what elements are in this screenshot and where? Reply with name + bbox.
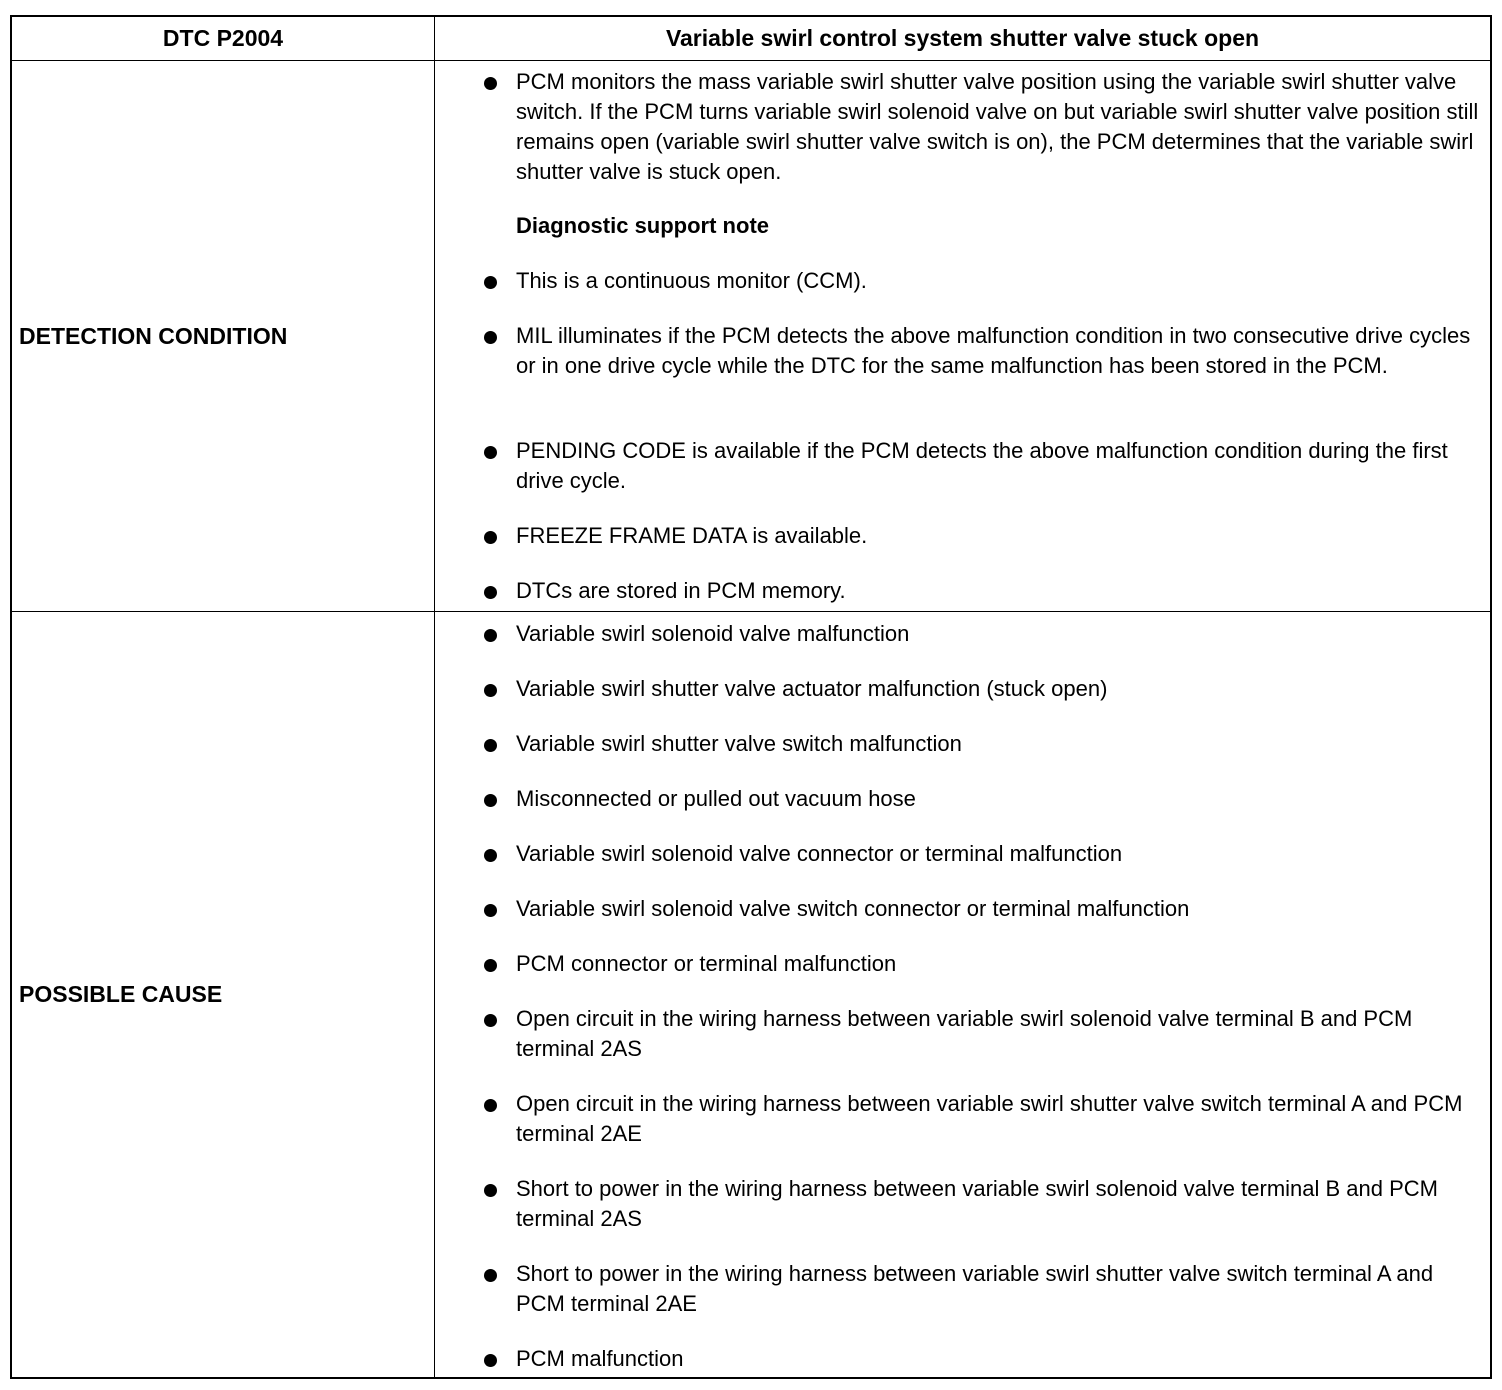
bullet-icon: [484, 586, 497, 599]
bullet-icon: [484, 904, 497, 917]
note-text: MIL illuminates if the PCM detects the above malfunction condition in two consecutive drive cycles or in one drive cycle while the DTC for the same malfunction has been stored in the PCM.: [516, 323, 1471, 378]
bullet-icon: [484, 849, 497, 862]
possible-cause-label: POSSIBLE CAUSE: [12, 612, 435, 1377]
cause-text: Variable swirl shutter valve switch malfunction: [516, 731, 962, 756]
detection-condition-label: DETECTION CONDITION: [12, 61, 435, 611]
cause-text: Open circuit in the wiring harness between variable swirl shutter valve switch terminal A and PCM terminal 2AE: [516, 1091, 1463, 1146]
cause-text: Variable swirl solenoid valve connector or terminal malfunction: [516, 841, 1123, 866]
cause-text: Short to power in the wiring harness between variable swirl solenoid valve terminal B and PCM terminal 2AS: [516, 1176, 1439, 1231]
bullet-icon: [484, 1099, 497, 1112]
note-text: This is a continuous monitor (CCM).: [516, 268, 867, 293]
possible-cause-row: [12, 612, 1490, 1377]
cause-text: Variable swirl solenoid valve switch connector or terminal malfunction: [516, 896, 1190, 921]
detection-condition-row: [12, 61, 1490, 612]
cause-text: Short to power in the wiring harness between variable swirl shutter valve switch terminal A and PCM terminal 2AE: [516, 1261, 1434, 1316]
cause-text: PCM connector or terminal malfunction: [516, 951, 897, 976]
bullet-icon: [484, 1014, 497, 1027]
bullet-icon: [484, 1184, 497, 1197]
bullet-icon: [484, 794, 497, 807]
bullet-icon: [484, 1354, 497, 1367]
bullet-icon: [484, 629, 497, 642]
bullet-icon: [484, 531, 497, 544]
bullet-icon: [484, 1269, 497, 1282]
cause-text: Misconnected or pulled out vacuum hose: [516, 786, 916, 811]
diagnostic-support-note-heading: Diagnostic support note: [516, 213, 769, 238]
cause-text: Open circuit in the wiring harness between variable swirl solenoid valve terminal B and PCM terminal 2AS: [516, 1006, 1413, 1061]
bullet-icon: [484, 684, 497, 697]
header-row: [12, 17, 1490, 61]
possible-cause-content: [435, 612, 1490, 1377]
cause-text: Variable swirl shutter valve actuator malfunction (stuck open): [516, 676, 1108, 701]
note-text: PENDING CODE is available if the PCM detects the above malfunction condition during the first drive cycle.: [516, 438, 1448, 493]
bullet-icon: [484, 739, 497, 752]
note-text: DTCs are stored in PCM memory.: [516, 578, 846, 603]
cause-text: PCM malfunction: [516, 1346, 684, 1371]
bullet-icon: [484, 959, 497, 972]
detection-main-text: PCM monitors the mass variable swirl shutter valve position using the variable swirl shutter valve switch. If the PCM turns variable swirl solenoid valve on but variable swirl shutter valve position still remains open (variable swirl shutter valve switch is on), the PCM determines that the variable swirl shutter valve is stuck open.: [516, 69, 1479, 184]
dtc-description-header: Variable swirl control system shutter valve stuck open: [665, 25, 1260, 51]
detection-condition-content: [435, 61, 1490, 611]
dtc-table: [10, 15, 1492, 1379]
cause-text: Variable swirl solenoid valve malfunction: [516, 621, 910, 646]
bullet-icon: [484, 331, 497, 344]
bullet-icon: [484, 446, 497, 459]
bullet-icon: [484, 276, 497, 289]
dtc-code-header: DTC P2004: [12, 17, 435, 60]
note-text: FREEZE FRAME DATA is available.: [516, 523, 868, 548]
bullet-icon: [484, 77, 497, 90]
